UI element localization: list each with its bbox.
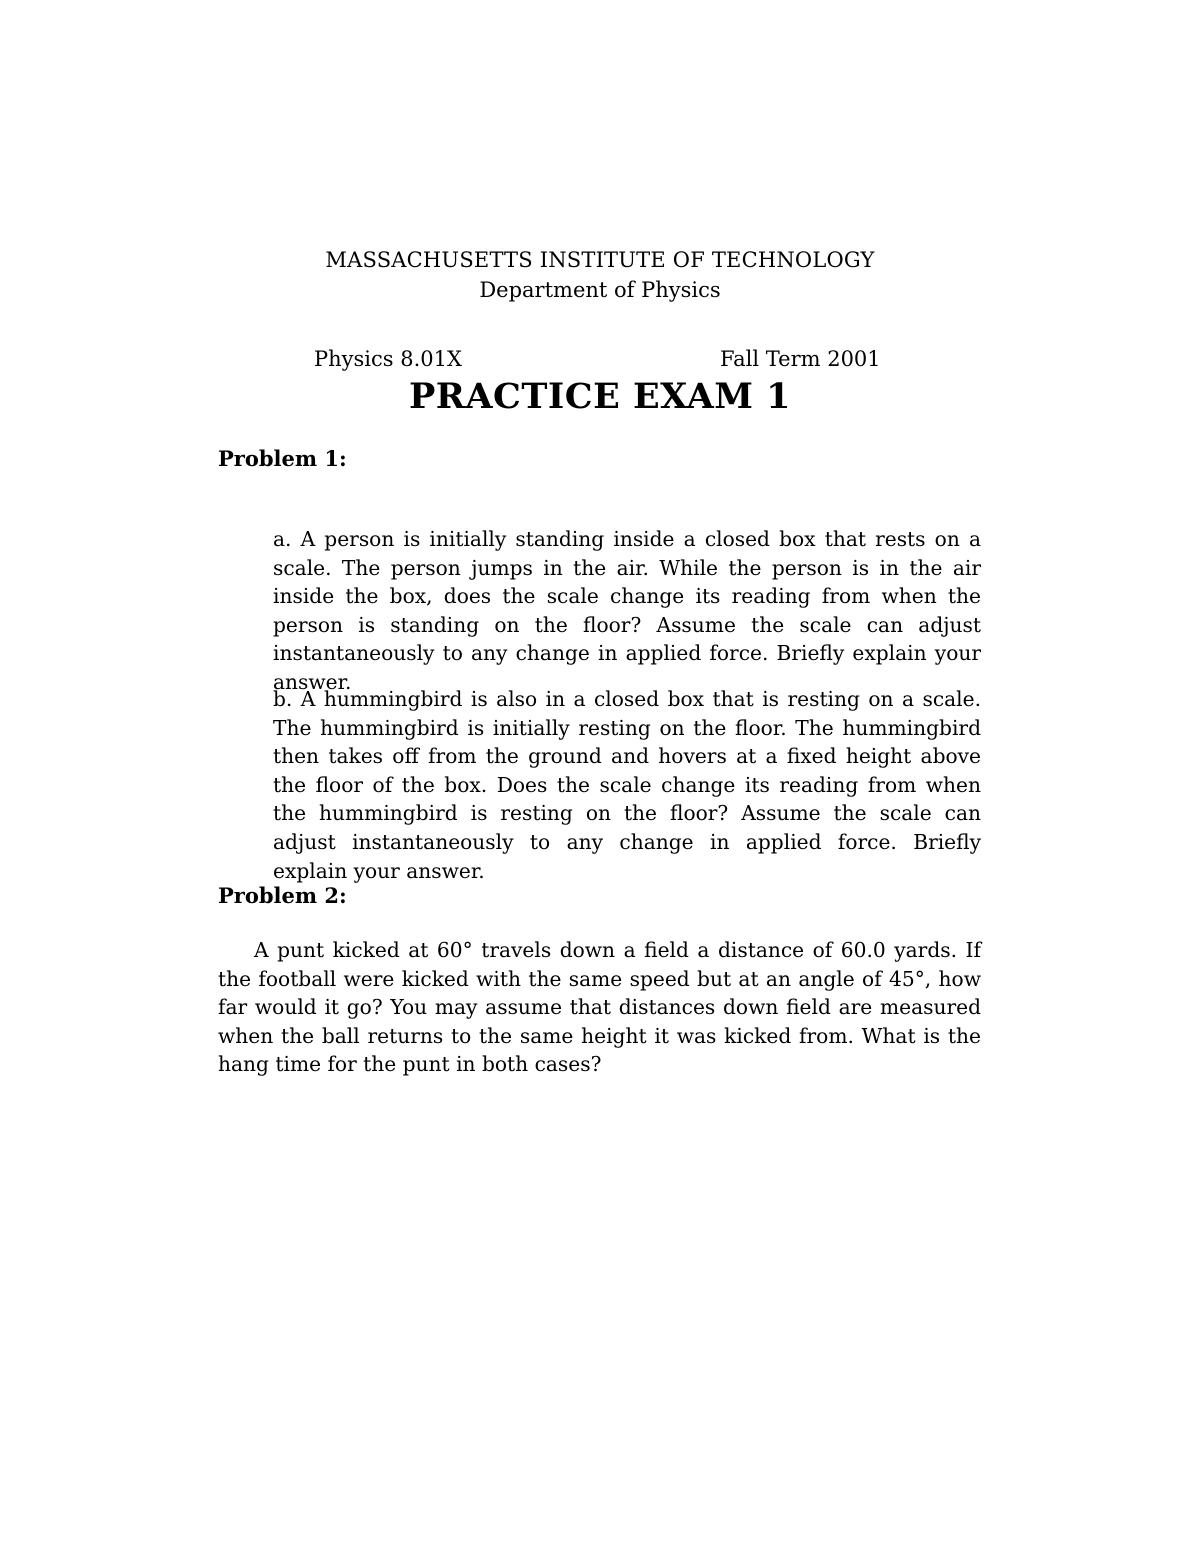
problem-1-heading: Problem 1: bbox=[218, 446, 347, 471]
problem-1-part-a: a. A person is initially standing inside a closed box that rests on a scale. The person jumps in the air. While the person is in the air inside the box, does the scale change its reading from when the person is standing on the floor? Assume the scale can adjust instantaneously to any change in applied force. Briefly explain your answer. bbox=[273, 527, 981, 694]
problem-2-body: A punt kicked at 60° travels down a field a distance of 60.0 yards. If the football were kicked with the same speed but at an angle of 45°, how far would it go? You may assume that distances down field are measured when the ball returns to the same height it was kicked from. What is the hang time for the punt in both cases? bbox=[218, 938, 981, 1077]
course-term: Fall Term 2001 bbox=[720, 347, 881, 371]
problem-1-part-b: b. A hummingbird is also in a closed box that is resting on a scale. The hummingbird is initially resting on the floor. The hummingbird then takes off from the ground and hovers at a fixed height above the floor of the box. Does the scale change its reading from when the hummingbird is resting on the floor? Assume the scale can adjust instantaneously to any change in applied force. Briefly explain your answer. bbox=[273, 687, 981, 883]
department-name: Department of Physics bbox=[479, 278, 721, 302]
course-name: Physics 8.01X bbox=[314, 347, 462, 371]
exam-title: PRACTICE EXAM 1 bbox=[408, 376, 792, 417]
institution-name: MASSACHUSETTS INSTITUTE OF TECHNOLOGY bbox=[325, 248, 875, 272]
problem-2-heading: Problem 2: bbox=[218, 883, 347, 908]
